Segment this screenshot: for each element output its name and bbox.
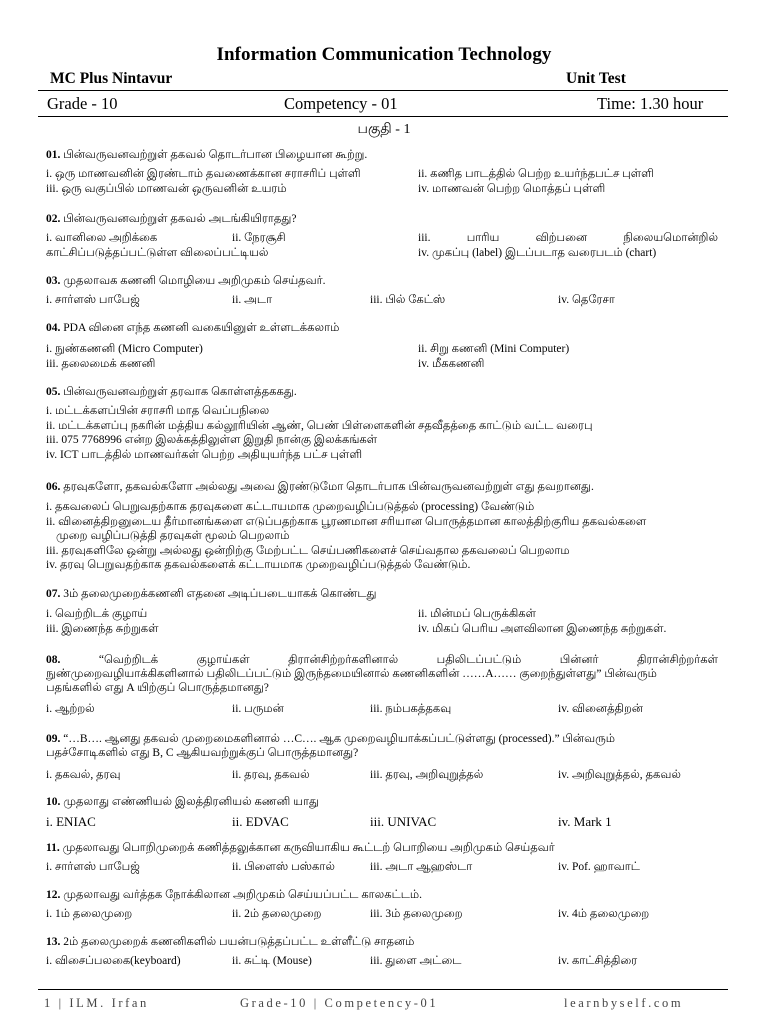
question-text: “வெற்றிடக் குழாய்கள் திரான்சிற்றர்களினால் பதிலிடப்பட்டும் பின்னர் திரான்சிற்றர்கள் <box>98 654 718 666</box>
option-iii[interactable]: iii. இணைந்த சுற்றுகள் <box>46 622 159 635</box>
option-i[interactable]: i. விசைப்பலகை(keyboard) <box>46 955 181 967</box>
option-iv[interactable]: iv. அறிவுறுத்தல், தகவல் <box>558 769 681 781</box>
question-13 <box>46 935 722 969</box>
question-number: 13. <box>46 936 61 948</box>
question-text: முதலாவக கணனி மொழியை அறிமுகம் செய்தவர். <box>63 275 326 287</box>
option-i[interactable]: i. ஆற்றல் <box>46 703 95 715</box>
grade-label: Grade - 10 <box>47 94 118 113</box>
option-iv[interactable]: iv. மீககணனி <box>418 357 485 370</box>
option-iv[interactable]: iv. Mark 1 <box>558 814 612 829</box>
question-05 <box>46 385 722 462</box>
option-iii-continued: காட்சிப்படுத்தப்பட்டுள்ள விலைப்பட்டியல் <box>46 246 269 259</box>
option-iv[interactable]: iv. காட்சித்திரை <box>558 955 638 967</box>
question-text: பின்வருவனவற்றுள் தரவாக கொள்ளத்தககது. <box>63 386 297 398</box>
option-i[interactable]: i. 1ம் தலைமுறை <box>46 908 133 920</box>
option-ii[interactable]: ii. பருமன் <box>232 703 284 715</box>
question-text-line-2: பதச்சோடிகளில் எது B, C ஆகியவற்றுக்குப் பொருத்தமானது? <box>46 747 359 759</box>
option-ii[interactable]: ii. தரவு, தகவல் <box>232 769 310 781</box>
question-02 <box>46 212 722 260</box>
option-iii[interactable]: iii. நம்பகத்தகவு <box>370 703 452 715</box>
competency-label: Competency - 01 <box>284 94 398 113</box>
footer-right: learnbyself.com <box>564 996 684 1010</box>
question-03 <box>46 274 722 308</box>
option-iii[interactable]: iii. பில் கேட்ஸ் <box>370 294 446 306</box>
question-text: PDA வினை எந்த கணனி வகையினுள் உள்ளடக்கலாம் <box>63 322 340 334</box>
page-footer <box>44 996 724 1014</box>
option-iv[interactable]: iv. மாணவன் பெற்ற மொத்தப் புள்ளி <box>418 182 606 195</box>
option-iii[interactable]: iii. அடா ஆஹஸ்டா <box>370 861 473 873</box>
option-iii[interactable]: iii. 075 7768996 என்ற இலக்கத்திலுள்ள இறுதி நான்கு இலக்கங்கள் <box>46 434 378 446</box>
option-ii[interactable]: ii. 2ம் தலைமுறை <box>232 908 322 920</box>
option-i[interactable]: i. நுண்கணனி (Micro Computer) <box>46 343 203 355</box>
question-text: “…B…. ஆனது தகவல் முறைமைகளினால் …C…. ஆக முறைவழியாக்கப்பட்டுள்ளது (processed).” பின்வரும் <box>63 733 615 745</box>
option-ii[interactable]: ii. EDVAC <box>232 814 289 829</box>
option-iii[interactable]: iii. தரவு, அறிவுறுத்தல் <box>370 769 484 781</box>
question-number: 06. <box>46 481 61 493</box>
option-iv[interactable]: iv. வினைத்திறன் <box>558 703 643 715</box>
question-number: 07. <box>46 588 61 600</box>
question-number: 02. <box>46 213 61 225</box>
question-text: முதலாது எண்ணியல் இலத்திரனியல் கணனி யாது <box>63 796 319 808</box>
question-08 <box>46 653 722 717</box>
question-number: 12. <box>46 889 61 901</box>
footer-rule <box>38 989 728 990</box>
question-text: பின்வருவனவற்றுள் தகவல் தொடர்பான பிழையான கூற்று. <box>63 149 368 161</box>
option-i[interactable]: i. சார்ளஸ் பாபேஜ் <box>46 294 140 306</box>
option-iii[interactable]: iii. தரவுகளிலே ஒன்று அல்லது ஒன்றிற்கு மேற்பட்ட செய்பணிகளைச் செய்வதால தகவலைப் பெறலாம <box>46 544 570 557</box>
option-i[interactable]: i. வானிலை அறிக்கை <box>46 232 158 244</box>
option-i[interactable]: i. ENIAC <box>46 814 96 829</box>
option-ii[interactable]: ii. மட்டக்களப்பு நகரின் மத்திய கல்லூரியின் ஆண், பெண் பிள்ளைகளின் சதவீதத்தை காட்டும் வட்ட வரைபு <box>46 419 593 432</box>
option-i[interactable]: i. தகவலைப் பெறுவதற்காக தரவுகளை கட்டாயமாக முறைவழிப்படுத்தல் (processing) வேண்டும் <box>46 501 535 513</box>
question-07 <box>46 587 722 636</box>
school-name: MC Plus Nintavur <box>50 70 173 87</box>
option-i[interactable]: i. மட்டக்களப்பின் சராசரி மாத வெப்பநிலை <box>46 405 270 417</box>
option-iii[interactable]: iii. 3ம் தலைமுறை <box>370 908 463 920</box>
footer-left: 1 | ILM. Irfan <box>44 996 149 1010</box>
test-type: Unit Test <box>566 70 626 87</box>
option-iv[interactable]: iv. தரவு பெறுவதற்காக தகவல்களைக் கட்டாயமாக முறைவழிப்படுத்தல் வேண்டும். <box>46 559 471 571</box>
option-iv[interactable]: iv. தெரேசா <box>558 294 615 306</box>
question-number: 01. <box>46 149 61 161</box>
option-ii[interactable]: ii. பிளைஸ் பஸ்கால் <box>232 861 335 873</box>
document-title: Information Communication Technology <box>216 44 552 65</box>
option-ii[interactable]: ii. சுட்டி (Mouse) <box>232 955 312 967</box>
option-ii[interactable]: ii. சிறு கணனி (Mini Computer) <box>418 343 570 355</box>
question-text: தரவுகளோ, தகவல்களோ அல்லது அவை இரண்டுமோ தொடர்பாக பின்வருவனவற்றுள் எது தவறானது. <box>63 481 594 493</box>
question-number: 10. <box>46 796 61 808</box>
question-number: 09. <box>46 733 61 745</box>
option-iii[interactable]: iii. தலைமைக் கணனி <box>46 357 156 370</box>
option-iii[interactable]: iii. துளை அட்டை <box>370 955 462 967</box>
header-rule-bottom <box>38 116 728 117</box>
question-11 <box>46 841 722 875</box>
option-ii[interactable]: ii. கணித பாடத்தில் பெற்ற உயர்ந்தபட்ச புள்ளி <box>418 168 654 180</box>
time-label: Time: 1.30 hour <box>597 94 704 113</box>
question-01 <box>46 148 722 196</box>
question-text-line-3: பதங்களில் எது A யிற்குப் பொருத்தமானது? <box>46 682 269 694</box>
question-number: 03. <box>46 275 61 287</box>
option-i[interactable]: i. சார்ளஸ் பாபேஜ் <box>46 861 140 873</box>
part-heading: பகுதி - 1 <box>357 122 411 137</box>
question-09 <box>46 732 722 783</box>
option-i[interactable]: i. வெற்றிடக் குழாய் <box>46 608 148 620</box>
question-text: 3ம் தலைமுறைக்கணனி எதனை அடிப்படையாகக் கொண்டது <box>63 588 377 600</box>
option-iv[interactable]: iv. முகப்பு (label) இடப்படாத வரைபடம் (chart) <box>418 246 657 259</box>
question-number: 04. <box>46 322 61 334</box>
question-number: 05. <box>46 386 61 398</box>
option-iv[interactable]: iv. மிகப் பெரிய அளவிலான இணைந்த சுற்றுகள். <box>418 622 667 635</box>
option-iii[interactable]: iii. ஒரு வகுப்பில் மாணவன் ஒருவனின் உயரம் <box>46 182 287 195</box>
question-number: 08. <box>46 654 61 666</box>
option-ii[interactable]: ii. வினைத்திறனுடைய தீர்மானங்களை எடுப்பதற்காக பூரணமான சரியான பொருத்தமான காலத்திற்குரிய தகவல்களை <box>46 515 647 528</box>
option-iv[interactable]: iv. Pof. ஹாவாட் <box>558 861 640 873</box>
question-text: முதலாவது பொறிமுறைக் கணித்தலுக்கான கருவியாகிய கூட்டற் பொறியை அறிமுகம் செய்தவர் <box>62 842 555 854</box>
question-12 <box>46 888 722 922</box>
option-ii[interactable]: ii. அடா <box>232 294 273 306</box>
question-10 <box>46 795 722 830</box>
question-text: 2ம் தலைமுறைக் கணனிகளில் பயன்படுத்தப்பட்ட உள்ளீட்டு சாதனம் <box>63 936 415 948</box>
option-iv[interactable]: iv. 4ம் தலைமுறை <box>558 908 650 920</box>
header-rule-top <box>38 90 728 91</box>
question-text: முதலாவது வர்த்தக நோக்கிலான அறிமுகம் செய்யப்பட்ட காலகட்டம். <box>63 889 423 901</box>
option-ii-continued: முறை வழிப்படுத்தி தரவுகள் மூலம் பெறலாம் <box>56 530 290 542</box>
option-ii[interactable]: ii. மின்மப் பெருக்கிகள் <box>418 608 536 620</box>
question-number: 11. <box>46 842 60 854</box>
footer-center: Grade-10 | Competency-01 <box>240 996 439 1010</box>
option-i[interactable]: i. தகவல், தரவு <box>46 769 121 781</box>
question-text: பின்வருவனவற்றுள் தகவல் அடங்கியிராதது? <box>63 213 297 225</box>
option-iii[interactable]: iii. UNIVAC <box>370 814 437 829</box>
question-04 <box>46 321 722 371</box>
option-i[interactable]: i. ஒரு மாணவனின் இரண்டாம் தவணைக்கான சராசரிப் புள்ளி <box>46 168 361 180</box>
question-text-line-2: நுண்முறைவழியாக்கிகளினால் பதிலிடப்பட்டும் இருந்தமையினால் கணனிகளின் ……A…… குறைந்துள்ளது” பின்வரும் <box>46 668 657 680</box>
option-ii[interactable]: ii. நேரசூசி <box>232 232 286 244</box>
question-06 <box>46 480 722 573</box>
option-iv[interactable]: iv. ICT பாடத்தில் மாணவர்கள் பெற்ற அதியுயர்ந்த பட்ச புள்ளி <box>46 448 363 461</box>
option-iii[interactable]: iii. பாரிய விற்பனை நிலையமொன்றில் <box>418 232 718 244</box>
